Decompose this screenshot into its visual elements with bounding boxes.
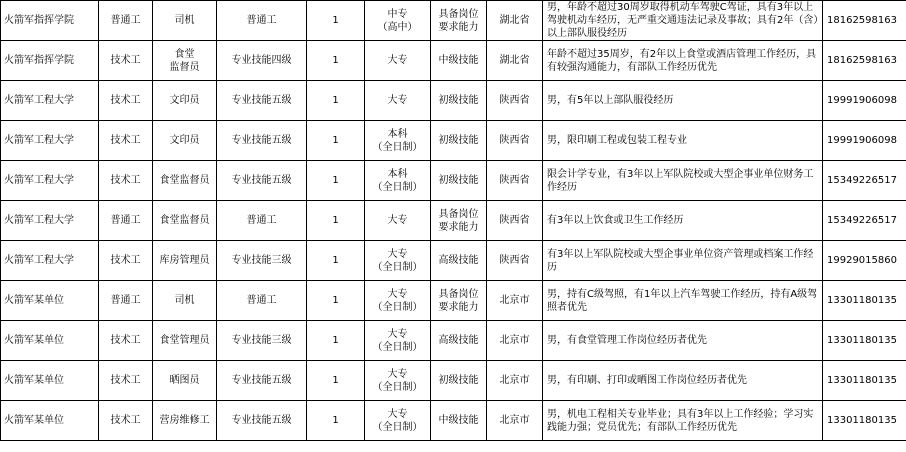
cell-position: 食堂 监督员 bbox=[153, 41, 217, 81]
cell-education: 中专 （高中） bbox=[365, 1, 431, 41]
cell-category: 普通工 bbox=[99, 201, 153, 241]
cell-skill: 初级技能 bbox=[431, 361, 487, 401]
cell-level: 普通工 bbox=[217, 201, 307, 241]
cell-education: 本科 （全日制） bbox=[365, 161, 431, 201]
table-row bbox=[1, 201, 906, 241]
cell-unit: 火箭军工程大学 bbox=[1, 161, 99, 201]
cell-position: 文印员 bbox=[153, 81, 217, 121]
table-row bbox=[1, 401, 906, 441]
cell-region: 北京市 bbox=[487, 321, 543, 361]
cell-phone: 15349226517 bbox=[823, 161, 906, 201]
cell-skill: 初级技能 bbox=[431, 121, 487, 161]
cell-region: 陕西省 bbox=[487, 161, 543, 201]
table-row bbox=[1, 161, 906, 201]
cell-education: 大专 （全日制） bbox=[365, 321, 431, 361]
cell-category: 技术工 bbox=[99, 41, 153, 81]
cell-region: 北京市 bbox=[487, 401, 543, 441]
cell-unit: 火箭军指挥学院 bbox=[1, 41, 99, 81]
cell-phone: 18162598163 bbox=[823, 1, 906, 41]
cell-position: 食堂监督员 bbox=[153, 201, 217, 241]
cell-category: 普通工 bbox=[99, 281, 153, 321]
cell-unit: 火箭军某单位 bbox=[1, 281, 99, 321]
cell-skill: 具备岗位 要求能力 bbox=[431, 1, 487, 41]
cell-position: 食堂管理员 bbox=[153, 321, 217, 361]
cell-category: 技术工 bbox=[99, 241, 153, 281]
cell-category: 技术工 bbox=[99, 161, 153, 201]
cell-unit: 火箭军某单位 bbox=[1, 361, 99, 401]
cell-requirement: 男，机电工程相关专业毕业；具有3年以上工作经验；学习实践能力强；党员优先；有部队工作经历优先 bbox=[543, 401, 823, 441]
cell-unit: 火箭军某单位 bbox=[1, 321, 99, 361]
cell-count: 1 bbox=[307, 201, 365, 241]
cell-requirement: 男，持有C级驾照，有1年以上汽车驾驶工作经历，持有A级驾照者优先 bbox=[543, 281, 823, 321]
cell-skill: 初级技能 bbox=[431, 81, 487, 121]
cell-position: 文印员 bbox=[153, 121, 217, 161]
cell-education: 大专 bbox=[365, 41, 431, 81]
cell-requirement: 男，年龄不超过30周岁取得机动车驾驶C驾证，具有3年以上驾驶机动车经历，无严重交通违法记录及事故；具有2年（含）以上部队服役经历 bbox=[543, 1, 823, 41]
cell-count: 1 bbox=[307, 1, 365, 41]
cell-category: 技术工 bbox=[99, 121, 153, 161]
cell-requirement: 年龄不超过35周岁，有2年以上食堂或酒店管理工作经历，具有较强沟通能力，有部队工作经历优先 bbox=[543, 41, 823, 81]
cell-region: 北京市 bbox=[487, 281, 543, 321]
cell-skill: 高级技能 bbox=[431, 241, 487, 281]
cell-level: 专业技能五级 bbox=[217, 81, 307, 121]
cell-education: 大专 （全日制） bbox=[365, 361, 431, 401]
cell-level: 专业技能三级 bbox=[217, 241, 307, 281]
cell-phone: 19929015860 bbox=[823, 241, 906, 281]
cell-unit: 火箭军工程大学 bbox=[1, 241, 99, 281]
table-row bbox=[1, 1, 906, 41]
cell-level: 专业技能五级 bbox=[217, 361, 307, 401]
cell-requirement: 男，有印刷、打印或晒图工作岗位经历者优先 bbox=[543, 361, 823, 401]
cell-education: 大专 （全日制） bbox=[365, 401, 431, 441]
cell-unit: 火箭军指挥学院 bbox=[1, 1, 99, 41]
cell-count: 1 bbox=[307, 401, 365, 441]
cell-category: 技术工 bbox=[99, 401, 153, 441]
cell-count: 1 bbox=[307, 321, 365, 361]
cell-unit: 火箭军工程大学 bbox=[1, 121, 99, 161]
cell-level: 专业技能五级 bbox=[217, 401, 307, 441]
cell-region: 北京市 bbox=[487, 361, 543, 401]
cell-skill: 中级技能 bbox=[431, 401, 487, 441]
cell-skill: 初级技能 bbox=[431, 161, 487, 201]
cell-phone: 19991906098 bbox=[823, 81, 906, 121]
table-row bbox=[1, 241, 906, 281]
cell-education: 大专 （全日制） bbox=[365, 281, 431, 321]
cell-position: 司机 bbox=[153, 281, 217, 321]
cell-region: 陕西省 bbox=[487, 81, 543, 121]
cell-category: 技术工 bbox=[99, 361, 153, 401]
job-table-body bbox=[1, 1, 906, 441]
cell-position: 库房管理员 bbox=[153, 241, 217, 281]
table-row bbox=[1, 321, 906, 361]
cell-requirement: 男，有5年以上部队服役经历 bbox=[543, 81, 823, 121]
cell-education: 本科 （全日制） bbox=[365, 121, 431, 161]
table-row bbox=[1, 121, 906, 161]
cell-requirement: 有3年以上军队院校或大型企事业单位资产管理或档案工作经历 bbox=[543, 241, 823, 281]
cell-position: 晒图员 bbox=[153, 361, 217, 401]
cell-position: 司机 bbox=[153, 1, 217, 41]
cell-skill: 中级技能 bbox=[431, 41, 487, 81]
cell-requirement: 男，限印刷工程或包装工程专业 bbox=[543, 121, 823, 161]
cell-unit: 火箭军某单位 bbox=[1, 401, 99, 441]
cell-region: 湖北省 bbox=[487, 41, 543, 81]
cell-category: 技术工 bbox=[99, 81, 153, 121]
cell-unit: 火箭军工程大学 bbox=[1, 81, 99, 121]
cell-education: 大专 bbox=[365, 201, 431, 241]
table-row bbox=[1, 81, 906, 121]
cell-education: 大专 bbox=[365, 81, 431, 121]
cell-region: 陕西省 bbox=[487, 121, 543, 161]
table-row bbox=[1, 361, 906, 401]
cell-position: 营房维修工 bbox=[153, 401, 217, 441]
cell-region: 陕西省 bbox=[487, 241, 543, 281]
cell-count: 1 bbox=[307, 281, 365, 321]
cell-skill: 具备岗位 要求能力 bbox=[431, 201, 487, 241]
cell-phone: 18162598163 bbox=[823, 41, 906, 81]
cell-phone: 19991906098 bbox=[823, 121, 906, 161]
cell-count: 1 bbox=[307, 361, 365, 401]
cell-count: 1 bbox=[307, 81, 365, 121]
cell-level: 专业技能五级 bbox=[217, 121, 307, 161]
cell-level: 专业技能五级 bbox=[217, 161, 307, 201]
cell-category: 技术工 bbox=[99, 321, 153, 361]
cell-count: 1 bbox=[307, 121, 365, 161]
table-row bbox=[1, 281, 906, 321]
cell-count: 1 bbox=[307, 41, 365, 81]
cell-level: 普通工 bbox=[217, 1, 307, 41]
cell-count: 1 bbox=[307, 241, 365, 281]
cell-requirement: 男，有食堂管理工作岗位经历者优先 bbox=[543, 321, 823, 361]
cell-phone: 13301180135 bbox=[823, 321, 906, 361]
cell-count: 1 bbox=[307, 161, 365, 201]
cell-requirement: 限会计学专业，有3年以上军队院校或大型企事业单位财务工作经历 bbox=[543, 161, 823, 201]
cell-phone: 13301180135 bbox=[823, 361, 906, 401]
cell-education: 大专 （全日制） bbox=[365, 241, 431, 281]
cell-unit: 火箭军工程大学 bbox=[1, 201, 99, 241]
cell-phone: 13301180135 bbox=[823, 401, 906, 441]
cell-phone: 15349226517 bbox=[823, 201, 906, 241]
cell-level: 专业技能三级 bbox=[217, 321, 307, 361]
cell-region: 湖北省 bbox=[487, 1, 543, 41]
cell-requirement: 有3年以上饮食或卫生工作经历 bbox=[543, 201, 823, 241]
cell-position: 食堂监督员 bbox=[153, 161, 217, 201]
cell-region: 陕西省 bbox=[487, 201, 543, 241]
cell-skill: 高级技能 bbox=[431, 321, 487, 361]
cell-skill: 具备岗位 要求能力 bbox=[431, 281, 487, 321]
table-row bbox=[1, 41, 906, 81]
cell-level: 普通工 bbox=[217, 281, 307, 321]
cell-level: 专业技能四级 bbox=[217, 41, 307, 81]
cell-category: 普通工 bbox=[99, 1, 153, 41]
cell-phone: 13301180135 bbox=[823, 281, 906, 321]
